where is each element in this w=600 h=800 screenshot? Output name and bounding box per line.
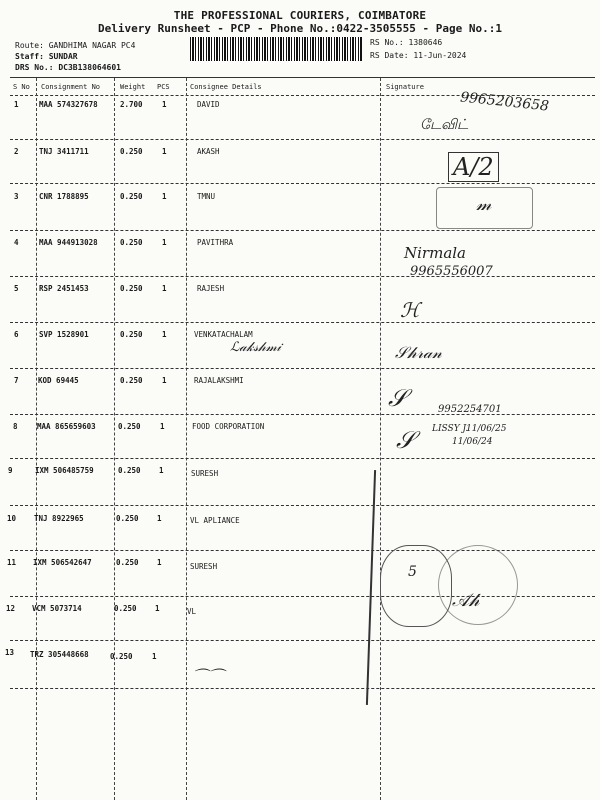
signature-row5: ℋ xyxy=(400,298,420,322)
row-pcs: 1 xyxy=(162,284,167,293)
header-sno: S No xyxy=(13,83,30,91)
row-sno: 3 xyxy=(14,192,19,201)
row-sno: 5 xyxy=(14,284,19,293)
row-consignment: TRZ 305448668 xyxy=(30,650,89,659)
signature-row13: ⌒⌒ xyxy=(192,667,225,686)
signature-row7: 𝒮 xyxy=(388,384,407,412)
row-consignment: MAA 944913028 xyxy=(39,238,98,247)
row-sno: 9 xyxy=(8,466,13,475)
row-consignment: SVP 1528901 xyxy=(39,330,89,339)
row-consignment: TNJ 3411711 xyxy=(39,147,89,156)
row-consignment: VCM 5073714 xyxy=(32,604,82,613)
row-consignment: IXM 506485759 xyxy=(35,466,94,475)
header-weight: Weight xyxy=(120,83,146,91)
row-sno: 1 xyxy=(14,100,19,109)
row-separator xyxy=(10,505,595,506)
row-consignment: KOD 69445 xyxy=(38,376,79,385)
row-consignment: MAA 865659603 xyxy=(37,422,96,431)
row-consignee: DAVID xyxy=(197,100,220,109)
company-seal xyxy=(438,545,518,625)
signature-row4-name: Nirmala xyxy=(404,244,466,262)
row-separator xyxy=(10,230,595,231)
drs-number: DRS No.: DC3B138064601 xyxy=(15,63,121,72)
signature-row6: 𝒮𝒽𝓇𝒶𝓃 xyxy=(395,343,442,362)
staff-label: Staff: SUNDAR xyxy=(15,52,78,61)
signature-row1-name: டேவிட் xyxy=(420,117,469,133)
barcode xyxy=(190,37,362,61)
row-weight: 0.250 xyxy=(120,330,143,339)
runsheet-subtitle: Delivery Runsheet - PCP - Phone No.:0422-3505555 - Page No.:1 xyxy=(98,22,502,35)
row-weight: 0.250 xyxy=(120,284,143,293)
row-pcs: 1 xyxy=(162,238,167,247)
row-consignee: AKASH xyxy=(197,147,220,156)
row-sno: 8 xyxy=(13,422,18,431)
col-divider xyxy=(186,78,187,800)
row-sno: 10 xyxy=(7,514,17,523)
company-title: THE PROFESSIONAL COURIERS, COIMBATORE xyxy=(173,9,427,22)
col-divider xyxy=(36,78,37,800)
header-pcs: PCS xyxy=(157,83,170,91)
row-sno: 7 xyxy=(14,376,19,385)
row-weight: 0.250 xyxy=(116,558,139,567)
row-pcs: 1 xyxy=(157,514,162,523)
route-label: Route: GANDHIMA NAGAR PC4 xyxy=(15,41,136,50)
row-separator xyxy=(10,183,595,184)
row-consignee: RAJALAKSHMI xyxy=(194,376,244,385)
row-weight: 0.250 xyxy=(120,192,143,201)
row-pcs: 1 xyxy=(162,330,167,339)
header-consignee: Consignee Details xyxy=(190,83,262,91)
row-weight: 0.250 xyxy=(120,238,143,247)
row-separator xyxy=(10,368,595,369)
row-pcs: 1 xyxy=(160,422,165,431)
row-consignment: IXM 506542647 xyxy=(33,558,92,567)
row-separator xyxy=(10,550,595,551)
row-separator xyxy=(10,688,595,689)
col-divider xyxy=(380,78,381,800)
row-consignment: TNJ 8922965 xyxy=(34,514,84,523)
row-pcs: 1 xyxy=(162,192,167,201)
row-sno: 2 xyxy=(14,147,19,156)
signature-row11: 5 xyxy=(408,564,417,580)
row-pcs: 1 xyxy=(159,466,164,475)
row-consignee: SURESH xyxy=(190,562,218,571)
row-separator xyxy=(10,458,595,459)
signature-row6-inline: ℒ𝒶𝓀𝓈𝒽𝓂𝒾 xyxy=(230,340,281,355)
row-pcs: 1 xyxy=(162,100,167,109)
row-consignment: CNR 1788895 xyxy=(39,192,89,201)
row-pcs: 1 xyxy=(155,604,160,613)
signature-row8-name: LISSY J. xyxy=(432,424,469,434)
row-consignee: TMNU xyxy=(197,192,216,201)
row-separator xyxy=(10,139,595,140)
row-consignee: VL APLIANCE xyxy=(190,516,240,525)
row-consignment: MAA 574327678 xyxy=(39,100,98,109)
row-consignee: RAJESH xyxy=(197,284,225,293)
signature-row3: 𝓂 xyxy=(476,194,492,215)
table-top-rule xyxy=(10,77,595,78)
row-sno: 12 xyxy=(6,604,16,613)
signature-row8: 𝒮 xyxy=(396,426,415,454)
rs-number: RS No.: 1380646 xyxy=(370,38,443,47)
col-divider xyxy=(114,78,115,800)
signature-row2: A/2 xyxy=(448,152,499,182)
row-separator xyxy=(10,322,595,323)
signature-row12: 𝒜𝒽 xyxy=(452,590,480,611)
signature-row7-phone: 9952254701 xyxy=(438,404,502,415)
row-consignee: SURESH xyxy=(191,469,219,478)
header-signature: Signature xyxy=(386,83,424,91)
row-weight: 2.700 xyxy=(120,100,143,109)
signature-row1-phone: 9965203658 xyxy=(459,89,550,115)
row-pcs: 1 xyxy=(152,652,157,661)
row-sno: 4 xyxy=(14,238,19,247)
signature-row8-date: 11/06/25 xyxy=(466,424,507,434)
signature-row8-date2: 11/06/24 xyxy=(452,437,493,447)
row-separator xyxy=(10,414,595,415)
row-pcs: 1 xyxy=(162,147,167,156)
row-consignee: FOOD CORPORATION xyxy=(192,422,265,431)
row-sno: 11 xyxy=(7,558,17,567)
row-consignee: PAVITHRA xyxy=(197,238,234,247)
row-weight: 0.250 xyxy=(120,376,143,385)
row-consignee: VL xyxy=(187,607,197,616)
row-consignee: VENKATACHALAM xyxy=(194,330,253,339)
row-weight: 0.250 xyxy=(120,147,143,156)
row-sno: 13 xyxy=(5,648,15,657)
row-sno: 6 xyxy=(14,330,19,339)
row-consignment: RSP 2451453 xyxy=(39,284,89,293)
header-consignment: Consignment No xyxy=(41,83,101,91)
row-weight: 0.250 xyxy=(116,514,139,523)
signature-row4-phone: 9965556007 xyxy=(410,264,493,279)
row-weight: 0.250 xyxy=(118,466,141,475)
row-weight: 0.250 xyxy=(114,604,137,613)
row-weight: 0.250 xyxy=(118,422,141,431)
row-weight: 0.250 xyxy=(110,652,133,661)
rs-date: RS Date: 11-Jun-2024 xyxy=(370,51,467,60)
row-separator xyxy=(10,640,595,641)
row-separator xyxy=(10,276,595,277)
row-pcs: 1 xyxy=(162,376,167,385)
row-pcs: 1 xyxy=(157,558,162,567)
